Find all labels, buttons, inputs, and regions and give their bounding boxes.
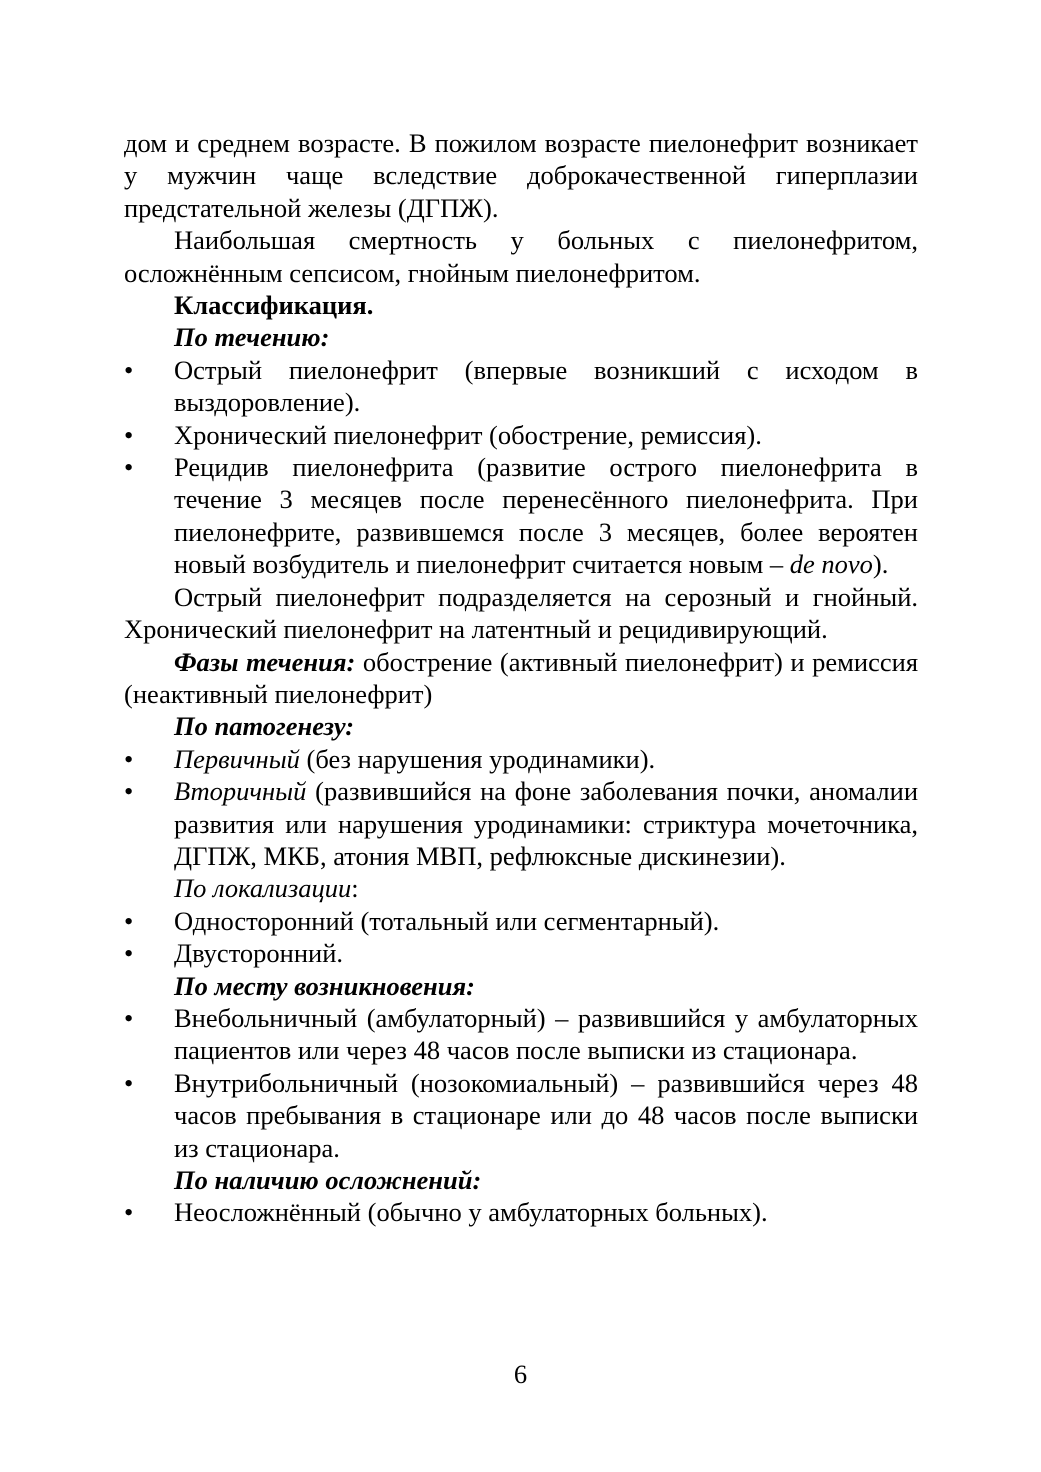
list-item	[124, 451, 918, 581]
origin-item-community: Внебольничный (амбулаторный) – развившийся у амбулаторных пациентов или через 48 часов после выписки из стационара.	[174, 1002, 918, 1066]
course-item-relapse-end: ).	[872, 549, 889, 580]
localization-colon: :	[351, 873, 359, 904]
course-item-relapse-latin: de novo	[789, 549, 873, 580]
origin-item-nosocomial: Внутрибольничный (нозокомиальный) – развившийся через 48 часов пребывания в стационаре или до 48 часов после выписки из стационара.	[174, 1067, 918, 1163]
list-item	[124, 743, 918, 775]
bullet-marker: •	[124, 776, 134, 807]
bullet-marker: •	[124, 1002, 134, 1033]
heading-by-complications: По наличию осложнений:	[174, 1165, 482, 1195]
bullet-marker: •	[124, 1067, 134, 1098]
pathogenesis-primary-term: Первичный	[174, 743, 300, 774]
list-item	[124, 775, 918, 872]
pathogenesis-secondary-text: (развившийся на фоне заболевания почки, аномалии развития или нарушения уродинамики: стриктура мочеточника, ДГПЖ, МКБ, атония МВП, рефлюксные дискинезии).	[174, 776, 919, 871]
bullet-marker: •	[124, 354, 134, 385]
heading-by-localization	[124, 872, 918, 904]
pathogenesis-secondary-term: Вторичный	[174, 776, 307, 807]
page-number: 6	[513, 1359, 528, 1389]
page-body	[124, 127, 918, 1229]
bullet-marker: •	[124, 452, 134, 483]
bullet-marker: •	[124, 743, 134, 774]
course-item-relapse: Рецидив пиелонефрита (развитие острого пиелонефрита в течение 3 месяцев после перенесённого пиелонефрита. При пиелонефрите, развившемся после 3 месяцев, более вероятен новый возбудитель и пиелонефрит считается новым –	[174, 452, 918, 580]
course-item-chronic: Хронический пиелонефрит (обострение, ремиссия).	[174, 419, 762, 450]
paragraph-subdivision: Острый пиелонефрит подразделяется на серозный и гнойный. Хронический пиелонефрит на латентный и рецидивирующий.	[124, 581, 918, 645]
list-item	[124, 1196, 918, 1228]
localization-item-bilateral: Двусторонний.	[174, 938, 344, 969]
list-item	[124, 419, 918, 451]
bullet-marker: •	[124, 419, 134, 450]
paragraph-intro: дом и среднем возрасте. В пожилом возрасте пиелонефрит возникает у мужчин чаще вследствие доброкачественной гиперплазии предстательной железы (ДГПЖ).	[124, 128, 918, 223]
list-item	[124, 1002, 918, 1067]
heading-by-course: По течению:	[174, 322, 330, 353]
complications-item-uncomplicated: Неосложнённый (обычно у амбулаторных больных).	[174, 1197, 768, 1228]
list-item	[124, 354, 918, 419]
heading-classification: Классификация.	[174, 290, 374, 321]
list-item	[124, 937, 918, 969]
bullet-marker: •	[124, 938, 134, 969]
heading-by-pathogenesis: По патогенезу:	[174, 711, 355, 742]
paragraph-mortality: Наибольшая смертность у больных с пиелонефритом, осложнённым сепсисом, гнойным пиелонефритом.	[124, 225, 918, 288]
bullet-marker: •	[124, 1197, 134, 1228]
phases-label: Фазы течения:	[174, 646, 356, 677]
bullet-marker: •	[124, 905, 134, 936]
heading-by-origin: По месту возникновения:	[174, 970, 475, 1001]
phases-text: обострение (активный пиелонефрит) и ремиссия (неактивный пиелонефрит)	[124, 646, 919, 709]
paragraph-phases	[124, 646, 918, 711]
localization-item-unilateral: Односторонний (тотальный или сегментарный).	[174, 905, 720, 936]
course-item-acute: Острый пиелонефрит (впервые возникший с исходом в выздоровление).	[174, 354, 918, 418]
list-item	[124, 905, 918, 937]
list-item	[124, 1067, 918, 1164]
pathogenesis-primary-text: (без нарушения уродинамики).	[306, 743, 656, 774]
localization-heading-text: По локализации	[174, 873, 352, 904]
